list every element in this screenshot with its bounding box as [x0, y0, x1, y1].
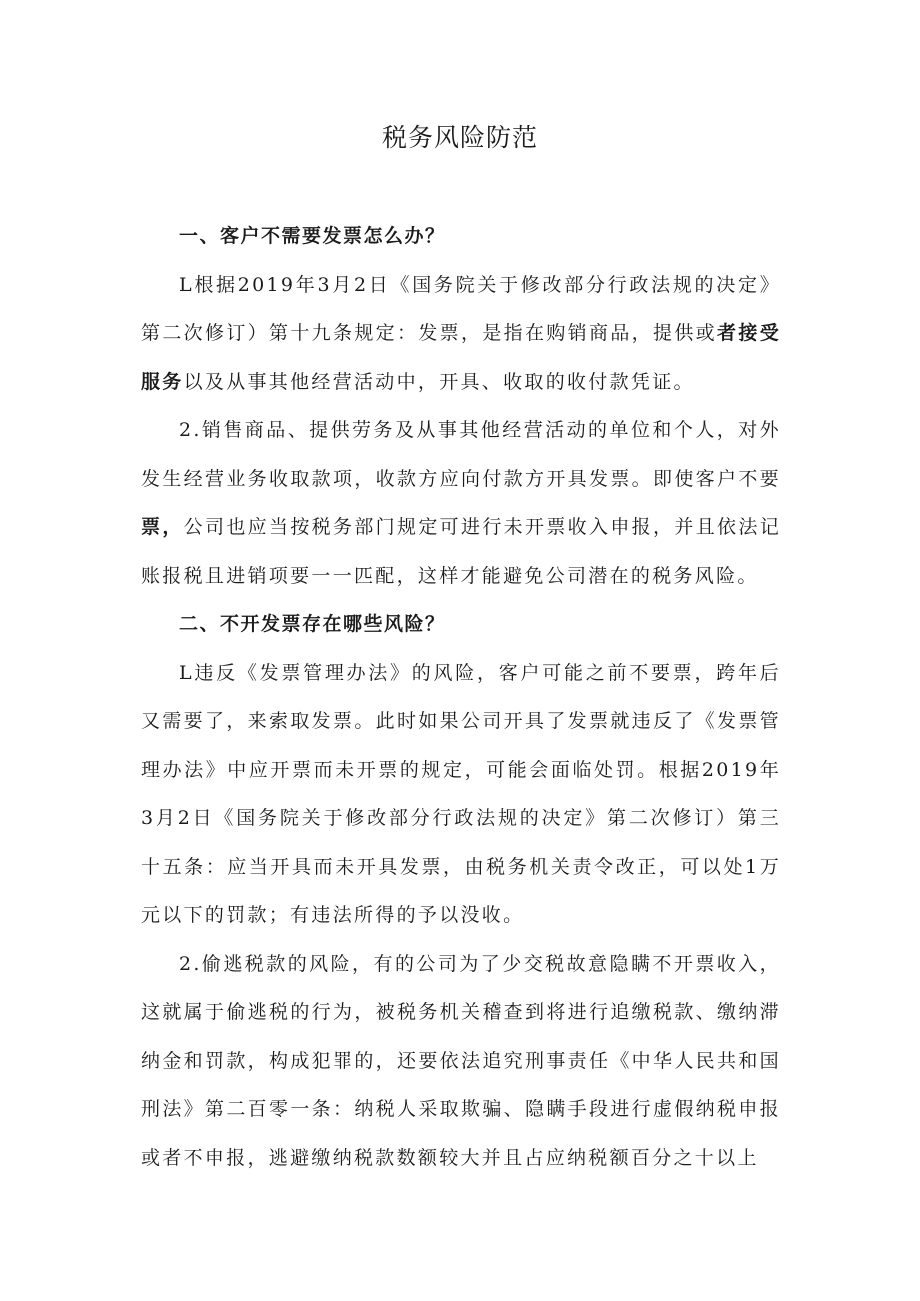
paragraph-1-2: [141, 406, 781, 600]
paragraph-2-1: L违反《发票管理办法》的风险，客户可能之前不要票，跨年后又需要了，来索取发票。此时如果公司开具了发票就违反了《发票管理办法》中应开票而未开票的规定，可能会面临处罚。根据2019年3月2日《国务院关于修改部分行政法规的决定》第二次修订）第三十五条：应当开具而未开具发票，由税务机关责令改正，可以处1万元以下的罚款；有违法所得的予以没收。: [141, 661, 781, 926]
document-title: 税务风险防范: [381, 123, 538, 152]
paragraph-text: L根据2019年3月2日《国务院关于修改部分行政法规的决定》第二次修订）第十九条规定：发票，是指在购销商品，提供或: [141, 273, 781, 344]
paragraph-2-2: 2.偷逃税款的风险，有的公司为了少交税故意隐瞒不开票收入，这就属于偷逃税的行为，被税务机关稽查到将进行追缴税款、缴纳滞纳金和罚款，构成犯罪的，还要依法追究刑事责任《中华人民共和国刑法》第二百零一条：纳税人采取欺骗、隐瞒手段进行虚假纳税申报或者不申报，逃避缴纳税款数额较大并且占应纳税额百分之十以上: [141, 952, 781, 1169]
paragraph-text: 2.销售商品、提供劳务及从事其他经营活动的单位和个人，对外发生经营业务收取款项，收款方应向付款方开具发票。即使客户不要: [141, 419, 781, 490]
section-heading-1: 一、客户不需要发票怎么办？: [179, 225, 446, 247]
paragraph-1-1: [141, 261, 781, 407]
bold-text: 票，: [141, 516, 184, 538]
document-body: [141, 212, 781, 1182]
paragraph-text: 公司也应当按税务部门规定可进行未开票收入申报，并且依法记账报税且进销项要一一匹配，这样才能避免公司潜在的税务风险。: [141, 516, 781, 587]
bold-text: 者接受服务: [141, 322, 781, 393]
section-heading-2: 二、不开发票存在哪些风险？: [179, 613, 446, 635]
paragraph-text: 以及从事其他经营活动中，开具、收取的收付款凭证。: [183, 370, 695, 393]
